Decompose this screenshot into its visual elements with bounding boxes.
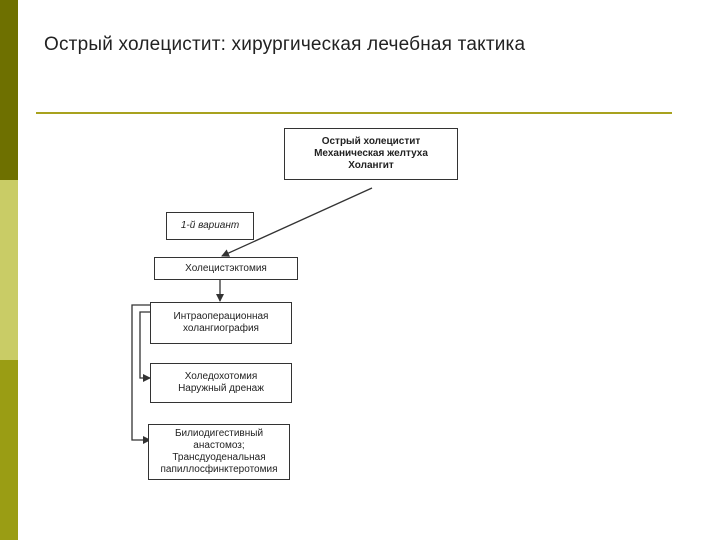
connector-inner-left bbox=[140, 312, 150, 378]
cholangiography-text: Интраоперационная холангиография bbox=[173, 311, 269, 334]
connector-outer-left bbox=[132, 305, 150, 440]
choledochotomy-box bbox=[150, 363, 292, 403]
anastomosis-text: Билиодигестивный анастомоз; Трансдуоденальная папиллосфинктеротомия bbox=[160, 428, 278, 475]
diagnosis-box bbox=[284, 128, 458, 180]
cholecystectomy-text: Холецистэктомия bbox=[185, 262, 267, 274]
variant-label-box bbox=[166, 212, 254, 240]
cholecystectomy-box bbox=[154, 257, 298, 280]
variant-label-text: 1-й вариант bbox=[180, 220, 240, 231]
choledochotomy-text: Холедохотомия Наружный дренаж bbox=[178, 371, 264, 394]
anastomosis-box bbox=[148, 424, 290, 480]
cholangiography-box bbox=[150, 302, 292, 344]
diagnosis-box-text: Острый холецистит Механическая желтуха Холангит bbox=[314, 136, 428, 171]
slide-title: Острый холецистит: хирургическая лечебная тактика bbox=[44, 34, 526, 55]
